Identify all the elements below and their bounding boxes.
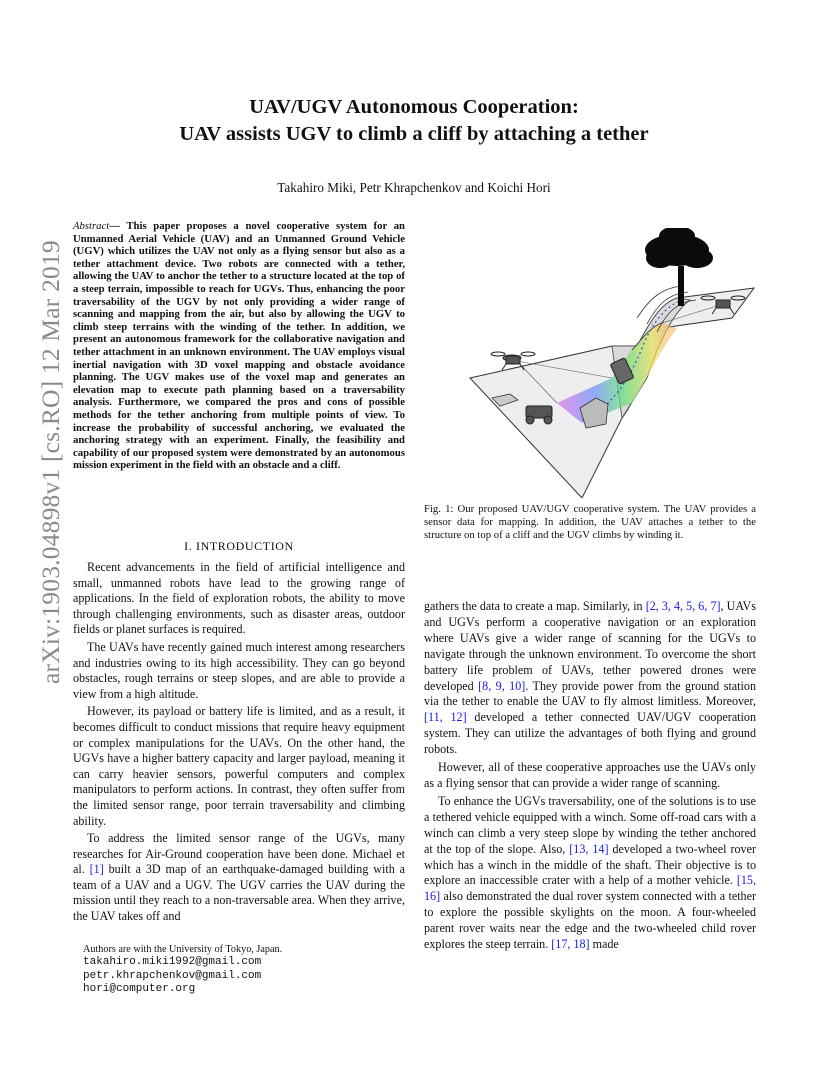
text-run: To enhance the UGVs traversability, one of the solutions is to use a tethered vehicle equipped with a winch. Some off-road cars with a winch can climb a very steep slope by winding the tether anchored at the top of the slope. Also,: [424, 793, 756, 856]
arxiv-stamp: [0, 0, 65, 1072]
figure-1-svg: [462, 228, 762, 498]
author-footnote: [83, 943, 405, 997]
text-run: , UAVs and UGVs perform a cooperative navigation or an exploration where UAVs give a wider range of scanning for the UGVs to navigate through the unknown environment. To overcome the short battery life problem of UAVs, tether powered drones were developed: [424, 599, 756, 693]
title-block: [60, 94, 768, 196]
email-3[interactable]: hori@computer.org: [83, 983, 196, 996]
text-run: To address the limited sensor range of the UGVs, many researches for Air-Ground cooperation have been done. Michael et al.: [73, 831, 405, 877]
citation-link[interactable]: [17, 18]: [551, 937, 590, 952]
title-line-2: UAV assists UGV to climb a cliff by attaching a tether: [179, 123, 649, 145]
citation-link[interactable]: [11, 12]: [424, 710, 467, 725]
introduction-left-text: [73, 560, 405, 927]
text-run: built a 3D map of an earthquake-damaged building with a team of a UAV and a UGV. The UGV carries the UAV during the mission until they reach to a non-traversable area. When they arrive, the UAV takes off and: [73, 862, 405, 924]
section-heading-introduction: I. INTRODUCTION: [184, 539, 294, 553]
text-run: developed a two-wheel rover which has a winch in the middle of the shaft. Their objective is to explore an inaccessible crater with a help of a mother vehicle.: [424, 841, 756, 888]
citation-link[interactable]: [13, 14]: [569, 841, 609, 856]
email-2[interactable]: petr.khrapchenkov@gmail.com: [83, 969, 262, 982]
text-run: made: [589, 937, 619, 952]
paper-title: [60, 94, 768, 148]
title-line-1: UAV/UGV Autonomous Cooperation:: [249, 96, 579, 118]
figure-1-illustration: [462, 228, 762, 498]
citation-link[interactable]: [8, 9, 10]: [478, 678, 526, 693]
paragraph: The UAVs have recently gained much interest among researchers and industries owing to its high accessibility. They can go beyond obstacles, rough terrains or steep slopes, and are able to provide a view from a high altitude.: [73, 639, 405, 701]
text-run: also demonstrated the dual rover system connected with a tether to explore the possible skylights on the moon. A four-wheeled parent rover waits near the edge and the two-wheeled child rover explores the steep terrain.: [424, 889, 756, 952]
paragraph: [424, 599, 756, 758]
figure-1-caption: Fig. 1: Our proposed UAV/UGV cooperative system. The UAV provides a sensor data for mapping. In addition, the UAV attaches a tether to the structure on top of a cliff and the UGV climbs by winding it.: [424, 503, 756, 541]
text-run: gathers the data to create a map. Similarly, in: [424, 599, 646, 613]
paragraph: [73, 831, 405, 925]
introduction-right-text: [424, 599, 756, 955]
email-1[interactable]: takahiro.miki1992@gmail.com: [83, 956, 262, 969]
author-list: Takahiro Miki, Petr Khrapchenkov and Koichi Hori: [277, 180, 551, 195]
paragraph: [424, 794, 756, 953]
paragraph: However, all of these cooperative approaches use the UAVs only as a flying sensor that can provide a wider range of scanning.: [424, 760, 756, 790]
abstract-text: — This paper proposes a novel cooperative system for an Unmanned Aerial Vehicle (UAV) and an Unmanned Ground Vehicle (UGV) which utilizes the UAV not only as a flying sensor but also as a tether attachment device. Two robots are connected with a tether, allowing the UAV to anchor the tether to a structure located at the top of a steep terrain, impossible to reach for UGVs. Thus, enhancing the poor traversability of the UGV by not only providing a wider range of scanning and mapping from the air, but also by allowing the UGV to climb steep terrains with the winding of the tether. In addition, we present an autonomous framework for the collaborative navigation and tether attachment in an unknown environment. The UAV employs visual inertial navigation with 3D voxel mapping and obstacle avoidance planning. The UGV makes use of the voxel map and generates an elevation map to execute path planning based on a traversability analysis. Furthermore, we compared the pros and cons of possible methods for the tether anchoring from multiple points of view. To increase the probability of successful anchoring, we evaluated the anchoring strategy with an experiment. Finally, the feasibility and capability of our proposed system were demonstrated by an autonomous mission experiment in the field with an obstacle and a cliff.: [73, 220, 405, 472]
citation-link[interactable]: [15, 16]: [424, 873, 756, 904]
citation-link[interactable]: [2, 3, 4, 5, 6, 7]: [645, 599, 721, 613]
paragraph: Recent advancements in the field of artificial intelligence and small, unmanned robots have lead to the growing range of applications. In the field of exploration robots, the ability to move through challenging environments, such as disaster areas, outdoor fields or planet surfaces is required.: [73, 560, 405, 637]
abstract: [73, 220, 405, 472]
text-run: . They provide power from the ground station via the tether to enable the UAV to fly almost limitless. Moreover,: [424, 678, 756, 709]
arxiv-identifier: arXiv:1903.04898v1 [cs.RO] 12 Mar 2019: [36, 240, 65, 684]
text-run: developed a tether connected UAV/UGV cooperation system. They can utilize the advantages of both flying and ground robots.: [424, 710, 757, 757]
paragraph: However, its payload or battery life is limited, and as a result, it becomes difficult to conduct missions that require heavy equipment or complex manipulations for the UAVs. On the other hand, the UGVs have a higher battery capacity and larger payload, meaning it can carry heavier sensors, powerful computers and complex manipulators to perform actions. In contrast, they often suffer from the limited sensor range, poor terrain traversability and climbing ability.: [73, 704, 405, 828]
citation-link[interactable]: [1]: [89, 862, 104, 877]
abstract-label: Abstract: [73, 220, 110, 232]
footnote-affiliation: Authors are with the University of Tokyo, Japan.: [83, 944, 283, 955]
